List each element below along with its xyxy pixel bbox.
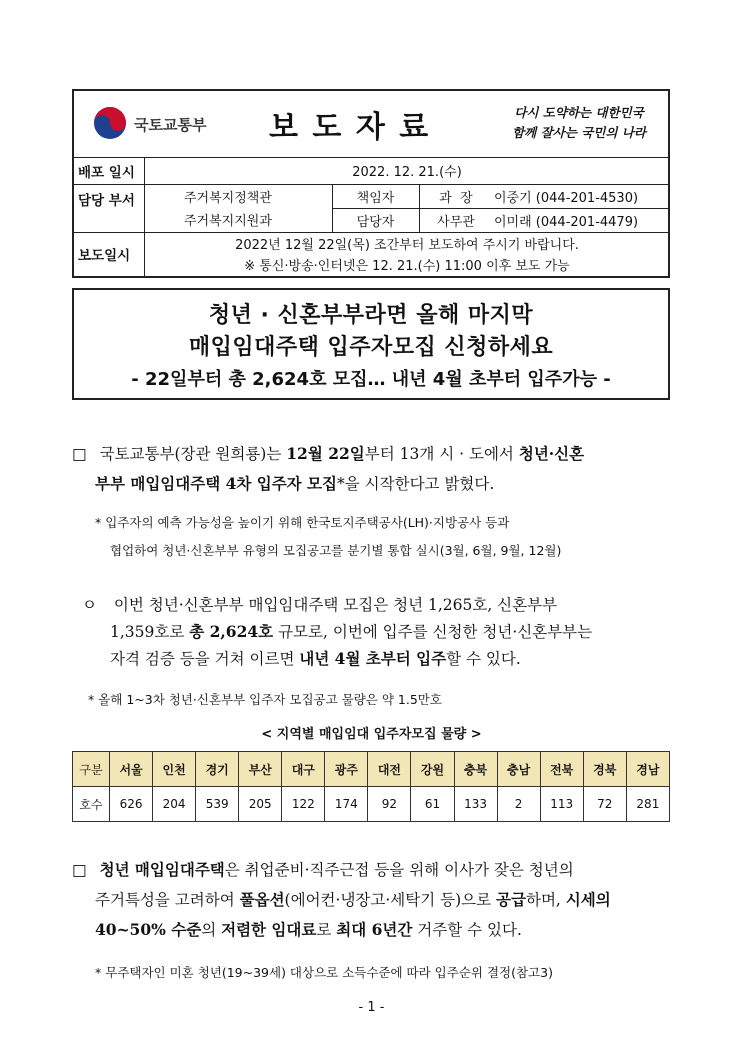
table-cell: 92 — [368, 787, 411, 822]
p1-text-f: *을 시작한다고 밝혔다. — [337, 475, 495, 493]
p3-l1a: 청년 매입임대주택 — [99, 860, 225, 879]
p2-l3a: 자격 검증 등을 거쳐 이르면 — [110, 650, 300, 668]
paragraph-3 — [72, 858, 574, 880]
p1-text-e: 부부 매입임대주택 4차 입주자 모집 — [95, 474, 337, 493]
table-header-row — [73, 752, 670, 787]
dept-2: 주거복지지원과 — [184, 214, 272, 229]
headline-sub: - 22일부터 총 2,624호 모집… 내년 4월 초부터 입주가능 - — [131, 369, 611, 390]
paragraph-3-line3 — [95, 918, 522, 940]
title-2: 사무관 — [437, 214, 475, 230]
p3-l2c: (에어컨·냉장고·세탁기 등)으로 — [284, 891, 497, 909]
paragraph-1-line2 — [95, 472, 494, 494]
table-cell: 122 — [282, 787, 325, 822]
table-row-label: 호수 — [73, 787, 110, 822]
release-date-label: 배포 일시 — [78, 164, 135, 181]
bullet-square-2: □ — [72, 861, 87, 879]
embargo-label: 보도일시 — [78, 248, 131, 264]
table-head-region: 대구 — [282, 752, 325, 787]
table-head-region: 충남 — [497, 752, 540, 787]
p3-l2f: 시세의 — [565, 890, 611, 909]
p2-l2c: 규모로, 이번에 입주를 신청한 청년·신혼부부는 — [273, 623, 593, 641]
table-cell: 539 — [196, 787, 239, 822]
p3-l3c: 저렴한 임대료 — [221, 920, 317, 939]
embargo-line2: ※ 통신·방송·인터넷은 12. 21.(수) 11:00 이후 보도 가능 — [244, 259, 570, 274]
p3-l3f: 거주할 수 있다. — [412, 921, 522, 939]
table-head-region: 전북 — [540, 752, 583, 787]
p3-l2b: 풀옵션 — [239, 890, 285, 909]
p1-text-a: 국토교통부(장관 원희룡)는 — [99, 445, 287, 463]
table-head-region: 경기 — [196, 752, 239, 787]
paragraph-2-line2 — [110, 620, 592, 642]
embargo-line1: 2022년 12월 22일(목) 조간부터 보도하여 주시기 바랍니다. — [235, 238, 579, 253]
role-1: 책임자 — [356, 191, 395, 206]
paragraph-1 — [72, 442, 584, 464]
headline-line2: 매입임대주택 입주자모집 신청하세요 — [188, 335, 554, 360]
table-cell: 133 — [454, 787, 497, 822]
paragraph-3-line2 — [95, 888, 611, 910]
press-release-header — [72, 89, 670, 278]
slogan-line1: 다시 도약하는 대한민국 — [514, 105, 644, 120]
paragraph-2 — [82, 593, 557, 615]
p2-l3b: 내년 4월 초부터 입주 — [299, 649, 447, 668]
title-1: 과 장 — [439, 191, 473, 206]
page-number: - 1 - — [358, 1000, 385, 1015]
p1-text-d: 청년·신혼 — [518, 444, 585, 463]
table-cell: 61 — [411, 787, 454, 822]
table-cell: 72 — [583, 787, 626, 822]
table-head-region: 충북 — [454, 752, 497, 787]
footnote-1-line2: 협업하여 청년·신혼부부 유형의 모집공고를 분기별 통합 실시(3월, 6월, 9월, 12월) — [110, 543, 562, 558]
table-head-label: 구분 — [73, 752, 110, 787]
table-cell: 174 — [325, 787, 368, 822]
table-head-region: 서울 — [110, 752, 153, 787]
p2-l3c: 할 수 있다. — [446, 650, 521, 668]
table-head-region: 부산 — [239, 752, 282, 787]
paragraph-2-line3 — [110, 647, 521, 669]
table-caption: < 지역별 매입임대 입주자모집 물량 > — [261, 727, 482, 742]
bullet-square: □ — [72, 445, 87, 463]
table-cell: 204 — [153, 787, 196, 822]
p3-l3e: 최대 6년간 — [336, 920, 413, 939]
person-1: 이중기 (044-201-4530) — [494, 191, 639, 206]
headline-box — [72, 288, 670, 400]
table-row — [73, 787, 670, 822]
headline-line1: 청년 · 신혼부부라면 올해 마지막 — [208, 303, 534, 328]
p3-l3d: 로 — [316, 921, 337, 939]
doc-type-title: 보 도 자 료 — [269, 110, 431, 145]
person-2: 이미래 (044-201-4479) — [494, 214, 639, 230]
p2-l2b: 총 2,624호 — [189, 622, 274, 641]
p3-l3b: 의 — [201, 921, 222, 939]
p3-l2d: 공급 — [496, 890, 526, 909]
ministry-logo — [92, 105, 128, 145]
slogan-line2: 함께 잘사는 국민의 나라 — [512, 125, 646, 140]
footnote-2: * 올해 1~3차 청년·신혼부부 입주자 모집공고 물량은 약 1.5만호 — [88, 692, 442, 707]
table-cell: 281 — [626, 787, 669, 822]
p1-text-c: 부터 13개 시 · 도에서 — [364, 445, 519, 463]
p3-l1b: 은 취업준비·직주근접 등을 위해 이사가 잦은 청년의 — [224, 861, 574, 879]
footnote-3: * 무주택자인 미혼 청년(19~39세) 대상으로 소득수준에 따라 입주순위 결정(참고3) — [95, 965, 553, 980]
p3-l2a: 주거특성을 고려하여 — [95, 891, 240, 909]
p2-l2a: 1,359호로 — [110, 623, 190, 641]
region-supply-table — [72, 751, 670, 822]
bullet-circle: ㅇ — [82, 596, 97, 614]
table-cell: 626 — [110, 787, 153, 822]
table-head-region: 강원 — [411, 752, 454, 787]
table-head-region: 경남 — [626, 752, 669, 787]
p1-text-b: 12월 22일 — [286, 444, 365, 463]
table-cell: 205 — [239, 787, 282, 822]
table-cell: 113 — [540, 787, 583, 822]
footnote-1-line1: * 입주자의 예측 가능성을 높이기 위해 한국토지주택공사(LH)·지방공사 등과 — [95, 515, 510, 530]
table-head-region: 경북 — [583, 752, 626, 787]
contact-dept-label: 담당 부서 — [78, 193, 135, 209]
ministry-name: 국토교통부 — [134, 115, 207, 134]
table-head-region: 인천 — [153, 752, 196, 787]
table-head-region: 광주 — [325, 752, 368, 787]
p3-l3a: 40~50% 수준 — [95, 920, 202, 939]
dept-1: 주거복지정책관 — [184, 191, 272, 206]
release-date: 2022. 12. 21.(수) — [352, 165, 462, 180]
p3-l2e: 하며, — [525, 891, 566, 909]
slogan — [499, 103, 659, 141]
role-2: 담당자 — [356, 214, 395, 230]
table-cell: 2 — [497, 787, 540, 822]
taegeuk-logo-icon — [92, 105, 128, 141]
table-head-region: 대전 — [368, 752, 411, 787]
p2-line1: 이번 청년·신혼부부 매입임대주택 모집은 청년 1,265호, 신혼부부 — [113, 596, 558, 614]
